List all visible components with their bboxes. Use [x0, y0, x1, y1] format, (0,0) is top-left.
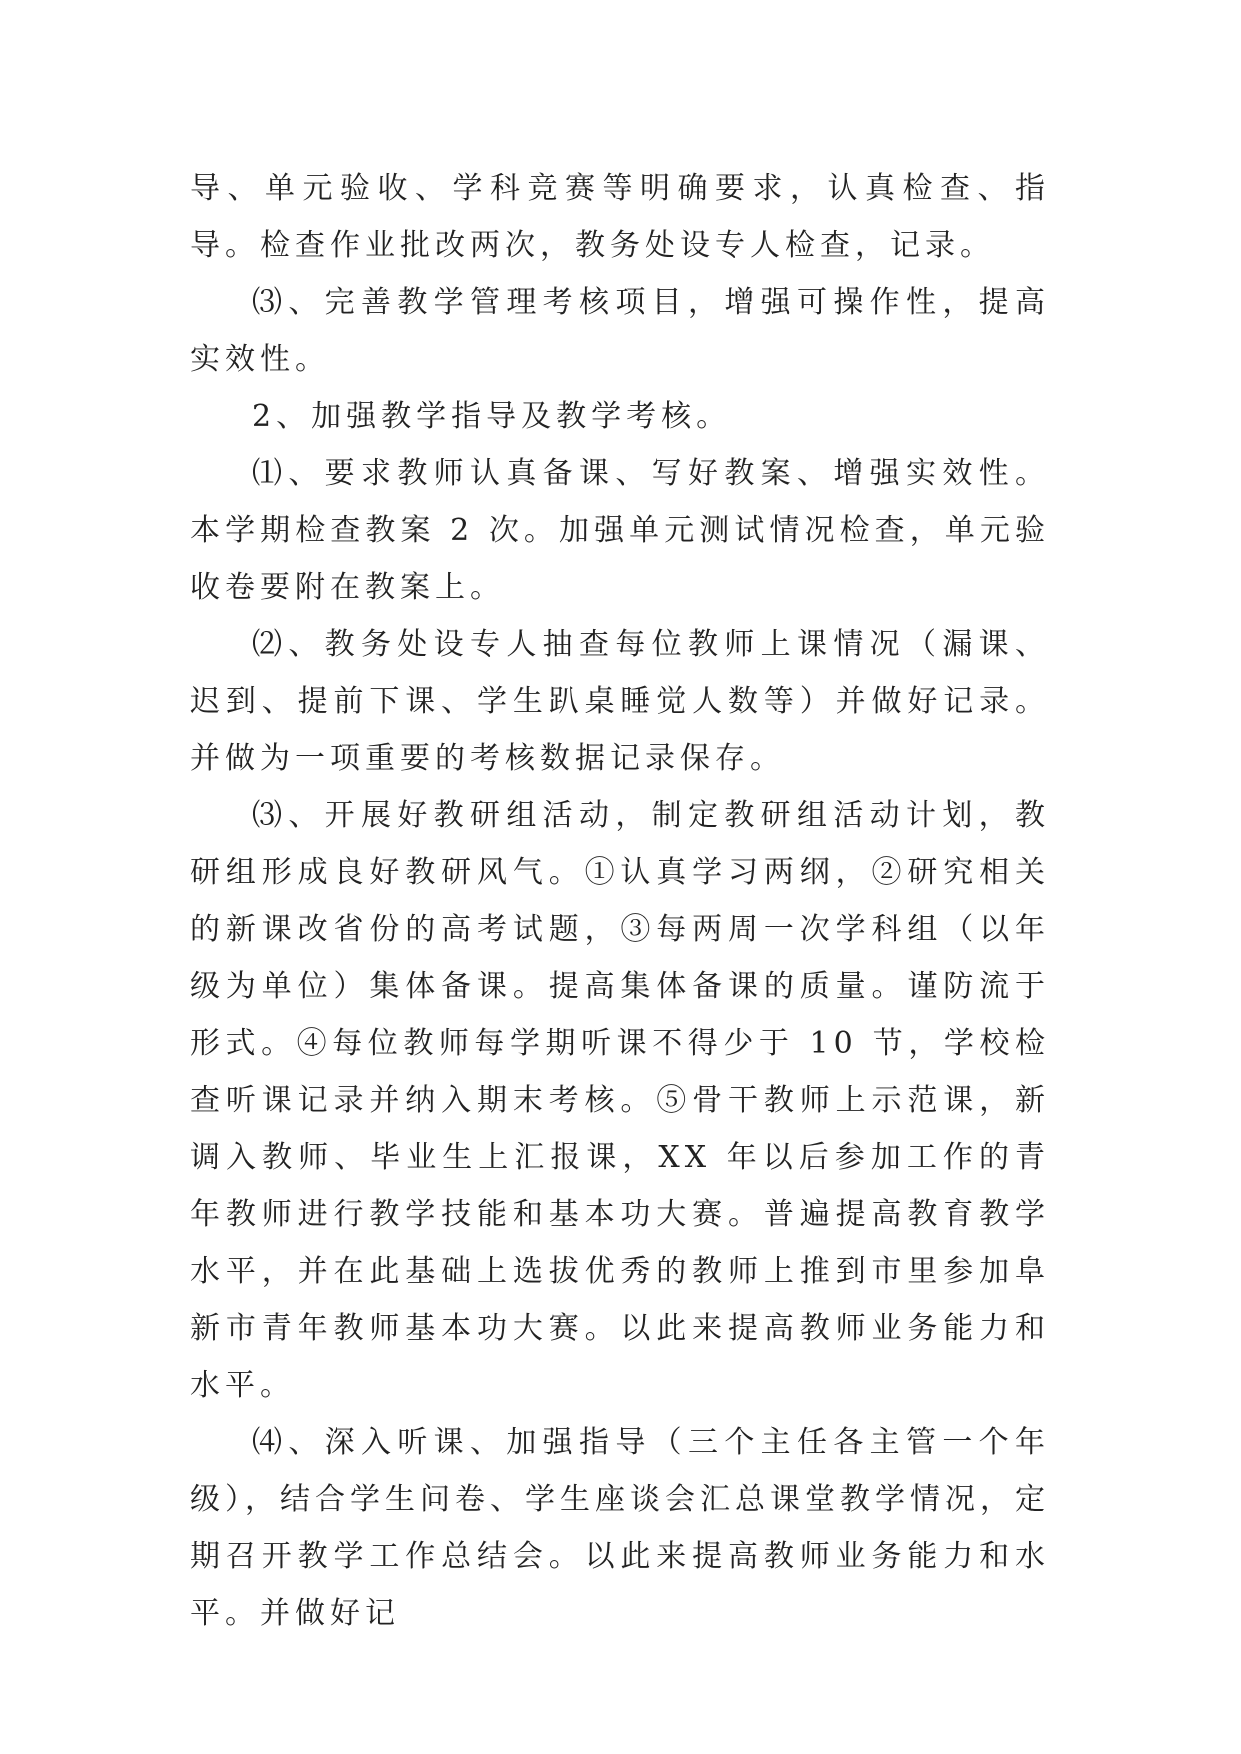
paragraph-item-2-2: ⑵、教务处设专人抽查每位教师上课情况（漏课、迟到、提前下课、学生趴桌睡觉人数等）并做好记录。并做为一项重要的考核数据记录保存。	[190, 627, 1050, 776]
document-body	[190, 160, 1050, 1642]
paragraph-item-1-3: ⑶、完善教学管理考核项目，增强可操作性，提高实效性。	[190, 285, 1050, 377]
paragraph-item-2-1: ⑴、要求教师认真备课、写好教案、增强实效性。本学期检查教案 2 次。加强单元测试情况检查，单元验收卷要附在教案上。	[190, 456, 1050, 605]
paragraph-item-2-3: ⑶、开展好教研组活动，制定教研组活动计划，教研组形成良好教研风气。①认真学习两纲，②研究相关的新课改省份的高考试题，③每两周一次学科组（以年级为单位）集体备课。提高集体备课的质量。谨防流于形式。④每位教师每学期听课不得少于 10 节，学校检查听课记录并纳入期末考核。⑤骨干教师上示范课，新调入教师、毕业生上汇报课，XX 年以后参加工作的青年教师进行教学技能和基本功大赛。普遍提高教育教学水平，并在此基础上选拔优秀的教师上推到市里参加阜新市青年教师基本功大赛。以此来提高教师业务能力和水平。	[190, 798, 1050, 1403]
paragraph-item-2-4: ⑷、深入听课、加强指导（三个主任各主管一个年级），结合学生问卷、学生座谈会汇总课堂教学情况，定期召开教学工作总结会。以此来提高教师业务能力和水平。并做好记	[190, 1425, 1050, 1631]
section-heading-2: 2、加强教学指导及教学考核。	[252, 399, 732, 434]
paragraph-continuation: 导、单元验收、学科竞赛等明确要求，认真检查、指导。检查作业批改两次，教务处设专人检查，记录。	[190, 171, 1050, 263]
